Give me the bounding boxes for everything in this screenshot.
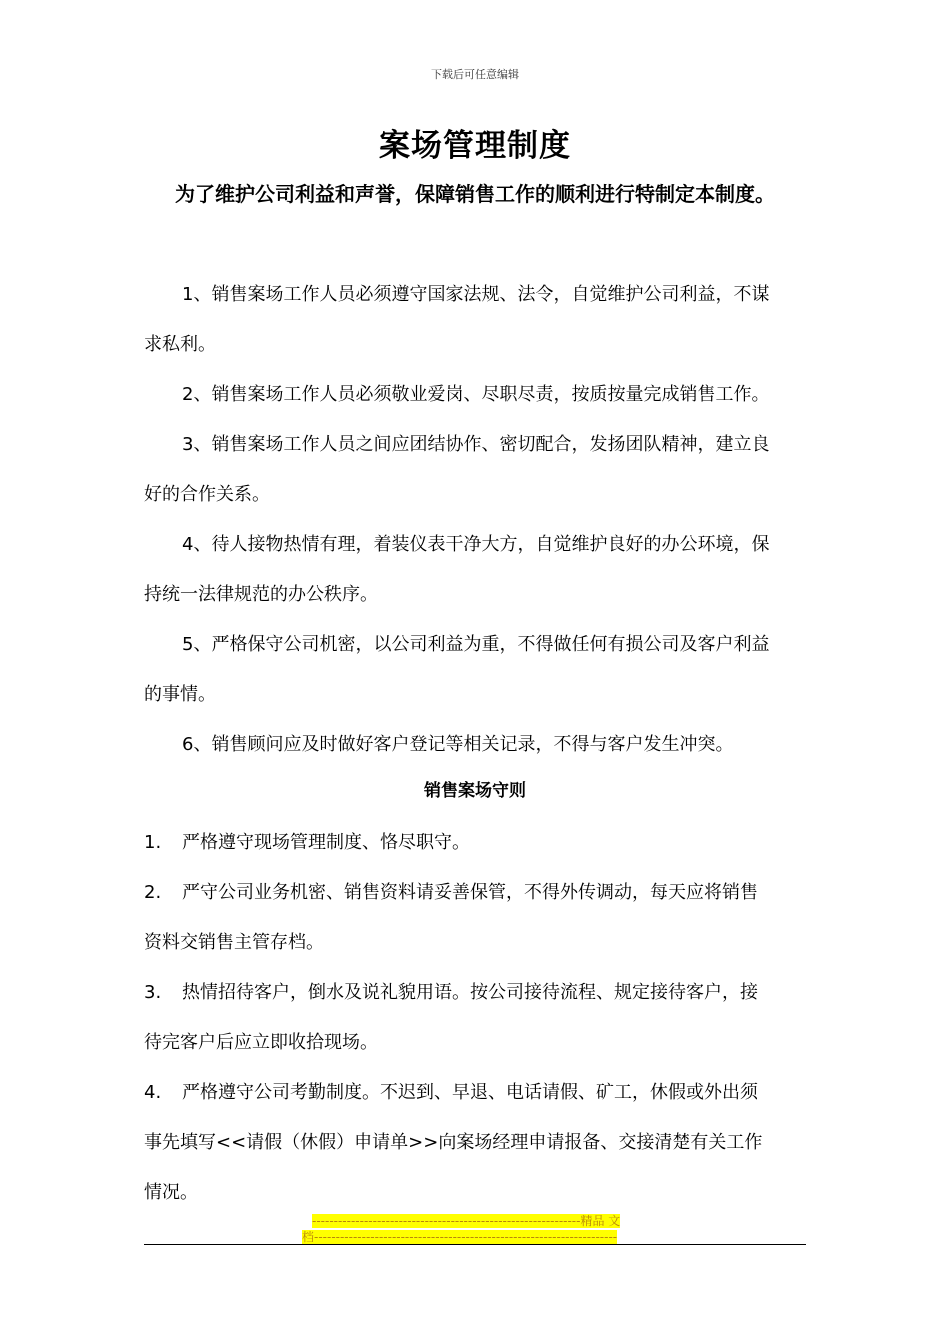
code-item-text: 严格遵守公司考勤制度。不迟到、早退、电话请假、矿工，休假或外出须 xyxy=(182,1082,758,1103)
rule-3-line-1: 3、销售案场工作人员之间应团结协作、密切配合，发扬团队精神，建立良 xyxy=(182,434,770,455)
code-item-text: 热情招待客户，倒水及说礼貌用语。按公司接待流程、规定接待客户，接 xyxy=(182,982,758,1003)
code-item-text: 严格遵守现场管理制度、恪尽职守。 xyxy=(182,832,470,853)
rule-2: 2、销售案场工作人员必须敬业爱岗、尽职尽责，按质按量完成销售工作。 xyxy=(182,384,770,405)
rule-1-line-1: 1、销售案场工作人员必须遵守国家法规、法令，自觉维护公司利益，不谋 xyxy=(182,284,770,305)
code-item-3-cont: 待完客户后应立即收拾现场。 xyxy=(144,1032,378,1053)
code-item-number: 4. xyxy=(144,1082,162,1103)
code-item-number: 1. xyxy=(144,832,162,853)
header-note: 下载后可任意编辑 xyxy=(431,68,519,81)
document-subtitle: 为了维护公司利益和声誉，保障销售工作的顺利进行特制定本制度。 xyxy=(175,182,775,206)
rule-3-line-2: 好的合作关系。 xyxy=(144,484,270,505)
code-item-4-cont-2: 情况。 xyxy=(144,1182,198,1203)
footer-line-1: --------------------------------------------------------------精品 文 xyxy=(312,1214,621,1228)
code-item-text: 严守公司业务机密、销售资料请妥善保管，不得外传调动，每天应将销售 xyxy=(182,882,758,903)
rule-5-line-1: 5、严格保守公司机密，以公司利益为重，不得做任何有损公司及客户利益 xyxy=(182,634,770,655)
code-item-2-cont: 资料交销售主管存档。 xyxy=(144,932,324,953)
code-item-1 xyxy=(144,828,814,854)
rule-6: 6、销售顾问应及时做好客户登记等相关记录，不得与客户发生冲突。 xyxy=(182,734,734,755)
footer-line-2: 档---------------------------------------------------------------------- xyxy=(302,1230,618,1244)
code-item-number: 3. xyxy=(144,982,162,1003)
code-item-4 xyxy=(144,1078,814,1104)
code-item-2 xyxy=(144,878,814,904)
rule-4-line-2: 持统一法律规范的办公秩序。 xyxy=(144,584,378,605)
rule-5-line-2: 的事情。 xyxy=(144,684,216,705)
footer-divider xyxy=(144,1244,806,1245)
section-title: 销售案场守则 xyxy=(424,781,526,801)
document-title: 案场管理制度 xyxy=(379,128,571,164)
code-item-4-cont-1: 事先填写<<请假（休假）申请单>>向案场经理申请报备、交接清楚有关工作 xyxy=(144,1132,763,1153)
rule-1-line-2: 求私利。 xyxy=(144,334,216,355)
code-item-number: 2. xyxy=(144,882,162,903)
code-item-3 xyxy=(144,978,814,1004)
rule-4-line-1: 4、待人接物热情有理，着装仪表干净大方，自觉维护良好的办公环境，保 xyxy=(182,534,770,555)
